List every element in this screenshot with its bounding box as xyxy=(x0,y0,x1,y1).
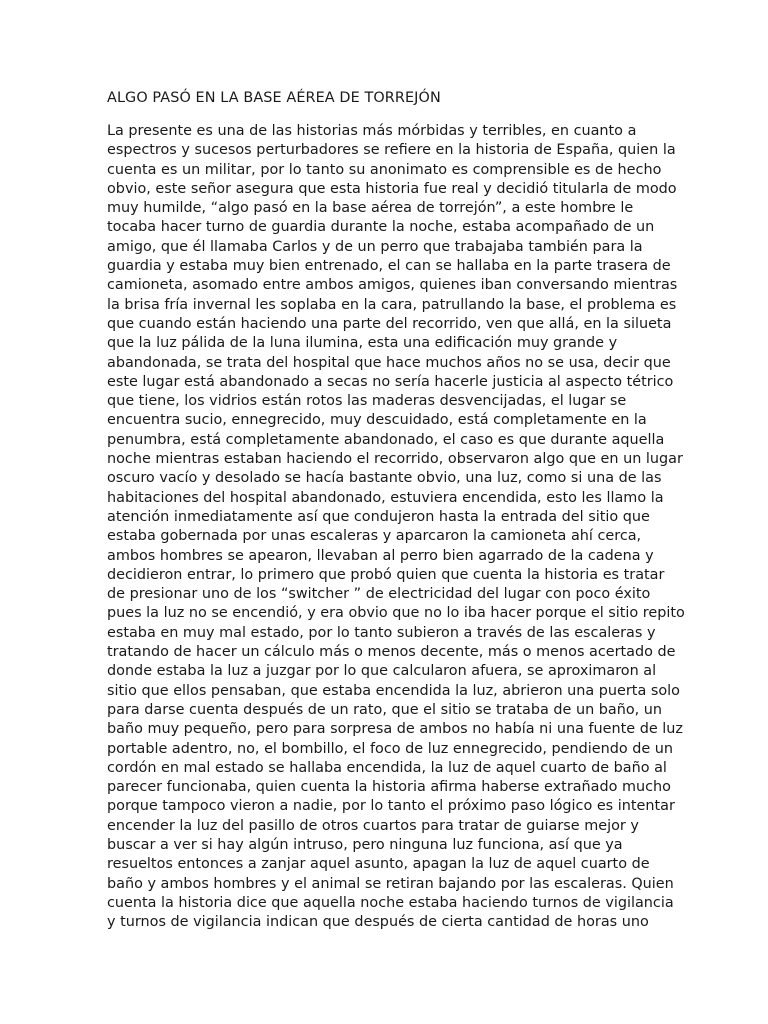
body-text-line: oscuro vacío y desolado se hacía bastante obvio, una luz, como si una de las xyxy=(107,470,662,487)
body-text-line: porque tampoco vieron a nadie, por lo tanto el próximo paso lógico es intentar xyxy=(107,798,675,815)
body-text-line: parecer funcionaba, quien cuenta la historia afirma haberse extrañado mucho xyxy=(107,779,671,796)
body-text-line: que cuando están haciendo una parte del recorrido, ven que allá, en la silueta xyxy=(107,315,672,332)
body-text-line: espectros y sucesos perturbadores se refiere en la historia de España, quien la xyxy=(107,142,676,159)
body-text-line: buscar a ver si hay algún intruso, pero ninguna luz funciona, así que ya xyxy=(107,836,623,853)
body-text-line: amigo, que él llamaba Carlos y de un perro que trabajaba también para la xyxy=(107,238,643,255)
body-text-line: tocaba hacer turno de guardia durante la noche, estaba acompañado de un xyxy=(107,219,655,236)
body-text-line: decidieron entrar, lo primero que probó quien que cuenta la historia es tratar xyxy=(107,566,665,583)
body-text-line: baño y ambos hombres y el animal se retiran bajando por las escaleras. Quien xyxy=(107,875,674,892)
body-text-line: tratando de hacer un cálculo más o menos decente, más o menos acertado de xyxy=(107,644,676,661)
body-text-line: la brisa fría invernal les soplaba en la cara, patrullando la base, el problema es xyxy=(107,296,677,313)
body-text-line: encuentra sucio, ennegrecido, muy descuidado, está completamente en la xyxy=(107,412,647,429)
body-text-line: atención inmediatamente así que condujeron hasta la entrada del sitio que xyxy=(107,508,650,525)
body-text-line: para darse cuenta después de un rato, que el sitio se trataba de un baño, un xyxy=(107,701,663,718)
body-text-line: obvio, este señor asegura que esta historia fue real y decidió titularla de modo xyxy=(107,180,677,197)
body-text-line: baño muy pequeño, pero para sorpresa de ambos no había ni una fuente de luz xyxy=(107,721,683,738)
document-title: ALGO PASÓ EN LA BASE AÉREA DE TORREJÓN xyxy=(107,90,441,106)
body-text-line: cuenta es un militar, por lo tanto su anonimato es comprensible es de hecho xyxy=(107,161,662,178)
body-text-line: ambos hombres se apearon, llevaban al perro bien agarrado de la cadena y xyxy=(107,547,654,564)
body-text-line: que tiene, los vidrios están rotos las maderas desvencijadas, el lugar se xyxy=(107,393,627,410)
body-text-line: habitaciones del hospital abandonado, estuviera encendida, esto les llamo la xyxy=(107,489,664,506)
body-text-line: estaba en muy mal estado, por lo tanto subieron a través de las escaleras y xyxy=(107,624,656,641)
body-text-line: cuenta la historia dice que aquella noche estaba haciendo turnos de vigilancia xyxy=(107,894,674,911)
body-text-line: estaba gobernada por unas escaleras y aparcaron la camioneta ahí cerca, xyxy=(107,528,642,545)
body-text-line: encender la luz del pasillo de otros cuartos para tratar de guiarse mejor y xyxy=(107,817,639,834)
body-text-line: donde estaba la luz a juzgar por lo que calcularon afuera, se aproximaron al xyxy=(107,663,657,680)
body-text-line: resueltos entonces a zanjar aquel asunto, apagan la luz de aquel cuarto de xyxy=(107,856,650,873)
body-text-line: noche mientras estaban haciendo el recorrido, observaron algo que en un lugar xyxy=(107,451,683,468)
body-text-line: pues la luz no se encendió, y era obvio que no lo iba hacer porque el sitio repito xyxy=(107,605,685,622)
body-text-line: camioneta, asomado entre ambos amigos, quienes iban conversando mientras xyxy=(107,277,678,294)
body-text-line: este lugar está abandonado a secas no sería hacerle justicia al aspecto tétrico xyxy=(107,373,674,390)
body-text-line: muy humilde, “algo pasó en la base aérea de torrejón”, a este hombre le xyxy=(107,200,634,217)
body-text-line: portable adentro, no, el bombillo, el foco de luz ennegrecido, pendiendo de un xyxy=(107,740,674,757)
body-text-line: cordón en mal estado se hallaba encendida, la luz de aquel cuarto de baño al xyxy=(107,759,667,776)
body-text-line: penumbra, está completamente abandonado, el caso es que durante aquella xyxy=(107,431,665,448)
body-text-line: de presionar uno de los “switcher ” de electricidad del lugar con poco éxito xyxy=(107,586,651,603)
body-text-line: guardia y estaba muy bien entrenado, el can se hallaba en la parte trasera de xyxy=(107,258,671,275)
body-text-line: y turnos de vigilancia indican que después de cierta cantidad de horas uno xyxy=(107,914,649,931)
body-text-line: La presente es una de las historias más mórbidas y terribles, en cuanto a xyxy=(107,123,637,139)
body-text-line: sitio que ellos pensaban, que estaba encendida la luz, abrieron una puerta solo xyxy=(107,682,680,699)
body-text-line: que la luz pálida de la luna ilumina, esta una edificación muy grande y xyxy=(107,335,618,352)
document-body xyxy=(107,122,685,932)
body-text-line: abandonada, se trata del hospital que hace muchos años no se usa, decir que xyxy=(107,354,671,371)
